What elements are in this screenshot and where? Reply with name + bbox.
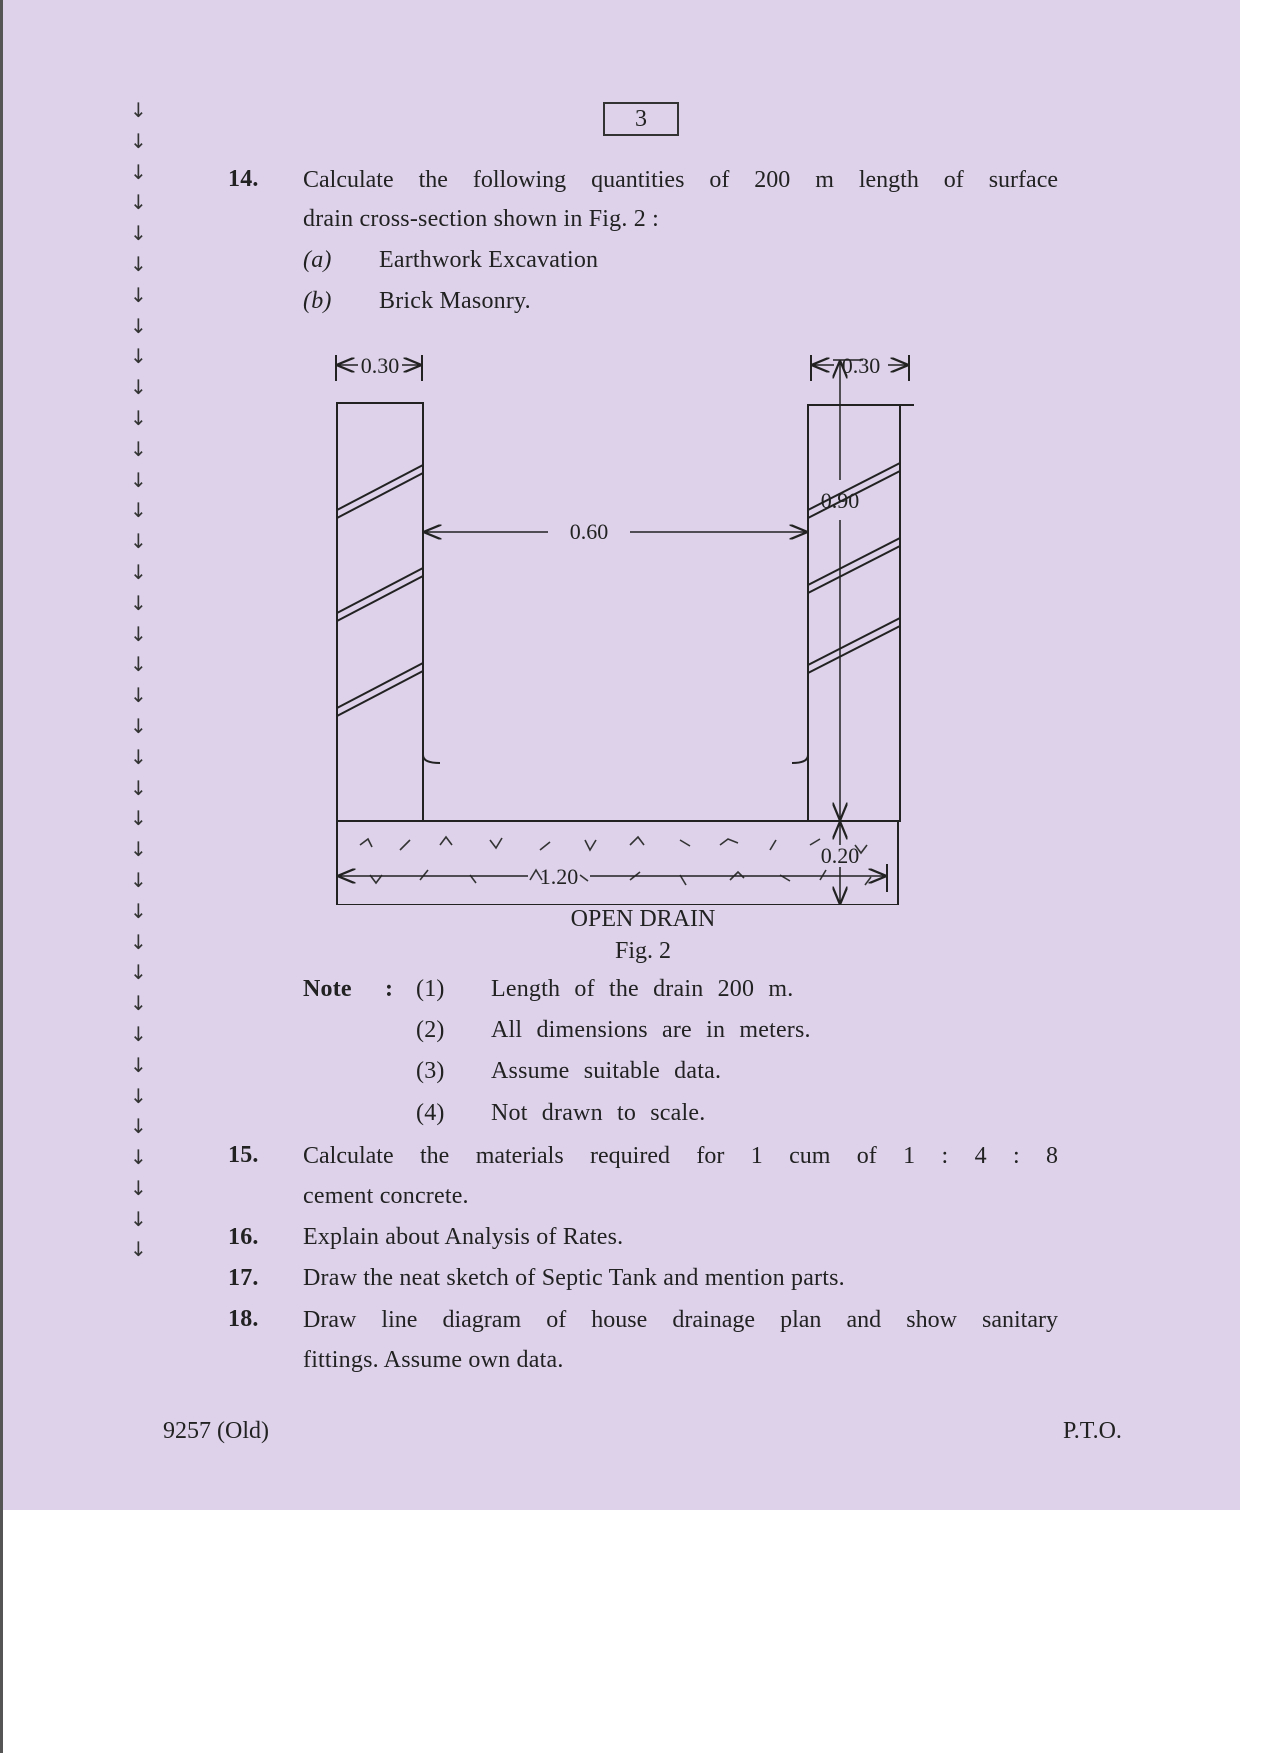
paper-code: 9257 (Old) [163,1418,269,1444]
margin-arrow-icon: ↓ [130,221,147,246]
margin-arrow-icon: ↓ [130,498,147,523]
margin-arrow-icon: ↓ [130,1083,147,1108]
dim-left-wall-label: 0.30 [360,353,400,378]
note-item-text: Length of the drain 200 m. [491,976,794,1002]
margin-arrow-icon: ↓ [130,713,147,738]
margin-arrow-icon: ↓ [130,1114,147,1139]
dim-base-thickness-label: 0.20 [820,843,860,868]
dim-inner-width-label: 0.60 [569,519,609,544]
q14-b-text: Brick Masonry. [379,288,531,314]
note-item-text: All dimensions are in meters. [491,1017,811,1043]
margin-arrow-icon: ↓ [130,1206,147,1231]
q17-text: Draw the neat sketch of Septic Tank and mention parts. [303,1265,845,1291]
q14-line2: drain cross-section shown in Fig. 2 : [303,206,660,232]
margin-arrow-icon: ↓ [130,775,147,800]
margin-arrow-icon: ↓ [130,867,147,892]
figure-title: OPEN DRAIN [570,906,716,932]
margin-arrow-icon: ↓ [130,559,147,584]
pto-label: P.T.O. [1063,1418,1122,1444]
margin-arrow-icon: ↓ [130,1052,147,1077]
open-drain-figure [300,345,960,905]
margin-arrow-icon: ↓ [130,1021,147,1046]
note-item-text: Assume suitable data. [491,1058,722,1084]
margin-arrow-icon: ↓ [130,313,147,338]
dim-wall-height [821,360,863,821]
margin-arrow-icon: ↓ [130,960,147,985]
right-wall [792,405,914,821]
q18-line2: fittings. Assume own data. [303,1347,564,1373]
dim-total-width [300,862,900,898]
margin-arrow-icon: ↓ [130,991,147,1016]
margin-arrow-icon: ↓ [130,683,147,708]
q18-line1: Draw line diagram of house drainage plan and show sanitary [303,1307,1058,1333]
margin-arrow-icon: ↓ [130,929,147,954]
margin-arrow-icon: ↓ [130,898,147,923]
q17-number: 17. [228,1265,259,1291]
margin-arrow-icon: ↓ [130,806,147,831]
margin-arrow-icon: ↓ [130,375,147,400]
margin-arrow-icon: ↓ [130,1237,147,1262]
note-item-num: (4) [416,1100,445,1126]
margin-arrow-icon: ↓ [130,98,147,122]
margin-arrow-icon: ↓ [130,282,147,307]
margin-arrow-icon: ↓ [130,251,147,276]
note-colon: : [385,976,394,1002]
left-wall [337,403,440,821]
margin-arrow-icon: ↓ [130,837,147,862]
margin-arrow-icon: ↓ [130,621,147,646]
margin-arrow-icon: ↓ [130,436,147,461]
q18-number: 18. [228,1306,259,1332]
note-item-num: (1) [416,976,445,1002]
margin-arrow-icon: ↓ [130,744,147,769]
dim-left-wall [336,353,422,381]
dim-right-wall [811,353,909,381]
margin-arrow-icon: ↓ [130,467,147,492]
q14-a-label: (a) [303,247,332,273]
q14-b-label: (b) [303,288,332,314]
margin-arrow-icon: ↓ [130,1145,147,1170]
q14-a-text: Earthwork Excavation [379,247,599,273]
dim-right-wall-label: 0.30 [841,353,881,378]
note-item-num: (2) [416,1017,445,1043]
q15-line1: Calculate the materials required for 1 cum of 1 : 4 : 8 [303,1143,1058,1169]
q16-text: Explain about Analysis of Rates. [303,1224,624,1250]
dim-total-width-label: 1.20 [539,864,579,889]
q14-line1: Calculate the following quantities of 200 m length of surface [303,167,1058,193]
margin-arrow-icon: ↓ [130,159,147,184]
q15-number: 15. [228,1142,259,1168]
margin-arrow-icon: ↓ [130,405,147,430]
dim-inner-width [425,519,806,544]
q15-line2: cement concrete. [303,1183,469,1209]
margin-arrow-icon: ↓ [130,529,147,554]
margin-arrows [130,95,152,1265]
margin-arrow-icon: ↓ [130,590,147,615]
note-item-num: (3) [416,1058,445,1084]
q14-number: 14. [228,166,259,192]
note-item-text: Not drawn to scale. [491,1100,706,1126]
margin-arrow-icon: ↓ [130,128,147,153]
figure-label: Fig. 2 [614,938,671,964]
binding-edge [0,0,3,1753]
q16-number: 16. [228,1224,259,1250]
page-number: 3 [603,102,679,136]
note-heading: Note [303,976,352,1002]
dim-wall-height-label: 0.90 [820,488,860,513]
margin-arrow-icon: ↓ [130,652,147,677]
margin-arrow-icon: ↓ [130,190,147,215]
margin-arrow-icon: ↓ [130,1175,147,1200]
margin-arrow-icon: ↓ [130,344,147,369]
